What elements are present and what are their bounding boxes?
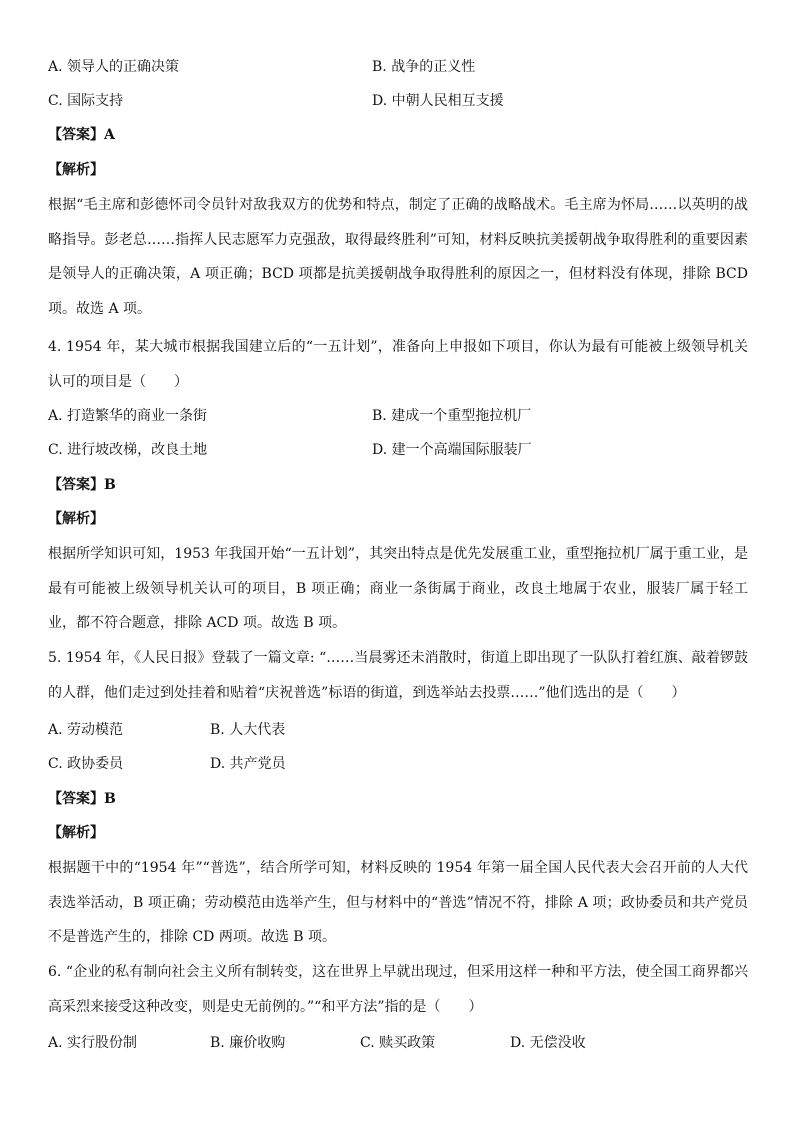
q3-option-b: B. 战争的正义性 [372,59,476,75]
q6-option-c: C. 赎买政策 [360,1035,436,1051]
q6-option-b: B. 廉价收购 [210,1035,286,1051]
q5-option-c: C. 政协委员 [48,756,124,772]
q3-option-c: C. 国际支持 [48,93,124,109]
q5-stem: 5. 1954 年，《人民日报》登载了一篇文章: “……当晨雾还未消散时，街道上即出现了一队队打着红旗、敲着锣鼓的人群，他们走过到处挂着和贴着“庆祝普选”标语的街道，到选举站去投票……”他们选出的是（ ） [48,650,748,701]
q3-analysis-label: 【解析】 [48,162,104,178]
q5-option-b: B. 人大代表 [210,722,286,738]
q5-option-a: A. 劳动模范 [48,722,124,738]
q6-stem: 6. “企业的私有制向社会主义所有制转变，这在世界上早就出现过，但采用这样一种和平方法，使全国工商界都兴高采烈来接受这种改变，则是史无前例的。”“和平方法”指的是（ ） [48,964,748,1015]
q4-option-b: B. 建成一个重型拖拉机厂 [372,408,532,424]
q3-option-d: D. 中朝人民相互支援 [372,93,504,109]
q5-answer: 【答案】B [48,791,116,807]
q4-option-d: D. 建一个高端国际服装厂 [372,442,532,458]
q4-option-a: A. 打造繁华的商业一条街 [48,408,208,424]
q5-analysis-label: 【解析】 [48,825,104,841]
q3-answer: 【答案】A [48,127,115,143]
q5-analysis: 根据题干中的“1954 年”“普选”，结合所学可知，材料反映的 1954 年第一届全国人民代表大会召开前的人大代表选举活动，B 项正确；劳动模范由选举产生，但与材料中的“普选”情况不符，排除 A 项；政协委员和共产党员不是普选产生的，排除 CD 两项。故选 B 项。 [48,860,748,946]
q6-option-a: A. 实行股份制 [48,1035,138,1051]
q3-option-a: A. 领导人的正确决策 [48,59,180,75]
q6-option-d: D. 无偿没收 [510,1035,586,1051]
q4-stem: 4. 1954 年，某大城市根据我国建立后的“一五计划”，准备向上申报如下项目，你认为最有可能被上级领导机关认可的项目是（ ） [48,339,748,390]
q3-analysis: 根据“毛主席和彭德怀司令员针对敌我双方的优势和特点，制定了正确的战略战术。毛主席为怀局……以英明的战略指导。彭老总……指挥人民志愿军力克强敌，取得最终胜利”可知，材料反映抗美援朝战争取得胜利的重要因素是领导人的正确决策，A 项正确；BCD 项都是抗美援朝战争取得胜利的原因之一，但材料没有体现，排除 BCD 项。故选 A 项。 [48,197,748,317]
q4-option-c: C. 进行坡改梯，改良土地 [48,442,208,458]
q4-answer: 【答案】B [48,477,116,493]
q4-analysis-label: 【解析】 [48,511,104,527]
q4-analysis: 根据所学知识可知，1953 年我国开始“一五计划”，其突出特点是优先发展重工业，重型拖拉机厂属于重工业，是最有可能被上级领导机关认可的项目，B 项正确；商业一条街属于商业，改良土地属于农业，服装厂属于轻工业，都不符合题意，排除 ACD 项。故选 B 项。 [48,546,748,632]
q5-option-d: D. 共产党员 [210,756,286,772]
